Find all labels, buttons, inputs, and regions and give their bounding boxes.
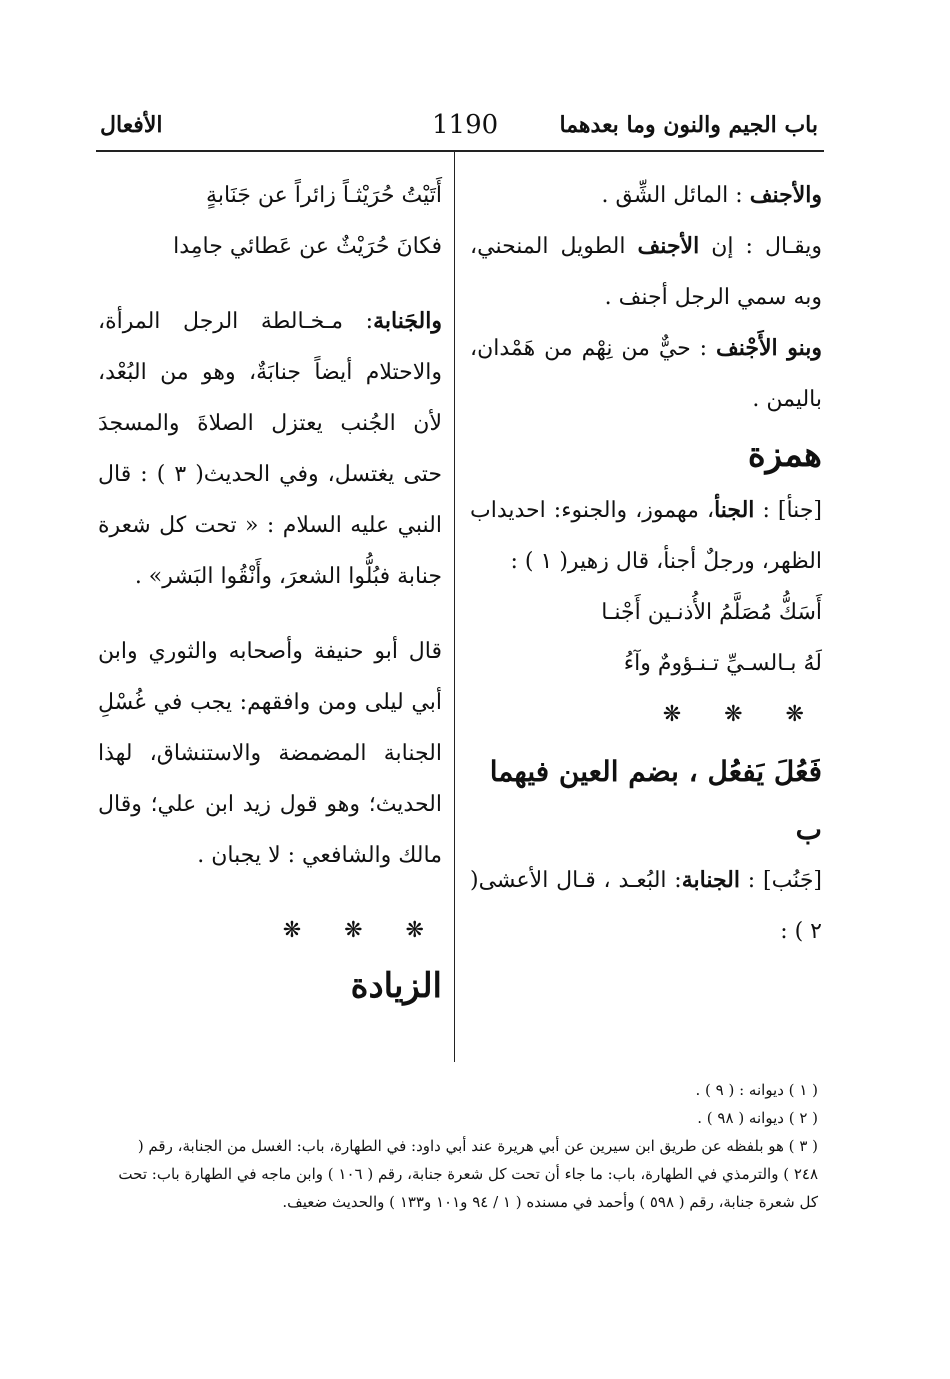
definition: : حيٌّ من نِهْم من هَمْدان، باليمن . bbox=[470, 336, 822, 412]
lead-text: ويقـال : إن bbox=[711, 234, 822, 259]
term: الجنابة bbox=[681, 867, 740, 893]
page-number: 1190 bbox=[432, 110, 499, 140]
entry-ajnaf-2 bbox=[470, 221, 822, 323]
heading-ziyada: الزيادة bbox=[350, 966, 442, 1006]
entry-janub bbox=[470, 855, 822, 957]
term: وبنو الأَجْنف bbox=[715, 335, 822, 361]
footnote-1: ( ١ ) ديوانه : ( ٩ ) . bbox=[695, 1081, 818, 1099]
running-header-title: باب الجيم والنون وما بعدهما bbox=[559, 112, 818, 138]
definition: : مـخـالطة الرجل المرأة، والاحتلام أيضاً جنابَةٌ، وهو من البُعْد، لأن الجُنب يعتزل الصلاةَ والمسجدَ حتى يغتسل، وفي الحديث( ٣ ) : قال النبي عليه السلام : « تحت كل شعرة جنابة فبُلُّوا الشعرَ، وأَنْقُوا البَشر» . bbox=[98, 309, 442, 589]
running-header-part: الأفعال bbox=[100, 112, 163, 138]
root-label: [جنأ] : bbox=[762, 498, 822, 523]
verse-line: لَهُ بـالسـيِّ تـنـؤومٌ وآءُ bbox=[623, 651, 822, 676]
term: والأجنف bbox=[749, 182, 822, 208]
spacer bbox=[98, 881, 442, 905]
verse-line: أَتَيْتُ حُرَيْثـاً زائراً عن جَنَابةٍ bbox=[206, 183, 442, 208]
verse-line: أَسَكُّ مُصَلَّمُ الأُذنـين أَجْنـا bbox=[601, 600, 822, 625]
definition: ، مهموز، والجنوء: احديداب الظهر، ورجلٌ أجنأ، قال زهير( ١ ) : bbox=[470, 498, 822, 574]
definition: : المائل الشِّق . bbox=[601, 183, 743, 208]
root-label: [جَنُب] : bbox=[747, 868, 823, 893]
heading-hamza: همزة bbox=[747, 435, 822, 475]
definition: الطويل المنحني، وبه سمي الرجل أجنف . bbox=[470, 234, 822, 310]
paragraph-fiqh: قال أبو حنيفة وأصحابه والثوري وابن أبي ليلى ومن وافقهم: يجب في غُسْلِ الجنابة المضمضة والاستنشاق، لهذا الحديث؛ وهو قول زيد ابن علي؛ وقال مالك والشافعي : لا يجبان . bbox=[98, 639, 442, 868]
spacer bbox=[98, 602, 442, 626]
entry-banu-ajnaf bbox=[470, 323, 822, 425]
left-column bbox=[98, 170, 442, 1016]
definition: : البُعـد ، قـال الأعشى( ٢ ) : bbox=[470, 868, 822, 944]
section-separator: ❋ ❋ ❋ bbox=[282, 918, 442, 943]
term: الأجنف bbox=[637, 233, 700, 259]
footnotes bbox=[118, 1076, 818, 1216]
section-separator: ❋ ❋ ❋ bbox=[662, 702, 822, 727]
chapter-heading: فَعُلَ يَفعُل ، بضم العين فيهما bbox=[489, 755, 822, 788]
entry-ajnaf bbox=[470, 170, 822, 221]
term: والجَنابة bbox=[373, 308, 442, 334]
letter-heading: ب bbox=[795, 813, 822, 846]
header-rule bbox=[96, 150, 824, 152]
term: الجنأ bbox=[714, 497, 755, 523]
footnote-2: ( ٢ ) ديوانه ( ٩٨ ) . bbox=[697, 1109, 818, 1127]
spacer bbox=[98, 272, 442, 296]
entry-janaba bbox=[98, 296, 442, 602]
right-column bbox=[470, 170, 822, 957]
verse-line: فكانَ حُرَيْثٌ عن عَطائي جامِدا bbox=[173, 234, 442, 259]
entry-janaa bbox=[470, 485, 822, 587]
footnote-3: ( ٣ ) هو بلفظه عن طريق ابن سيرين عن أبي هريرة عند أبي داود: في الطهارة، باب: الغسل من الجنابة، رقم ( ٢٤٨ ) والترمذي في الطهارة، باب: ما جاء أن تحت كل شعرة جنابة، رقم ( ١٠٦ ) وابن ماجه في الطهارة باب: تحت كل شعرة جنابة، رقم ( ٥٩٨ ) وأحمد في مسنده ( ١ / ٩٤ و١٠١ و١٣٣ ) والحديث ضعيف. bbox=[118, 1137, 818, 1211]
column-divider bbox=[454, 150, 455, 1062]
